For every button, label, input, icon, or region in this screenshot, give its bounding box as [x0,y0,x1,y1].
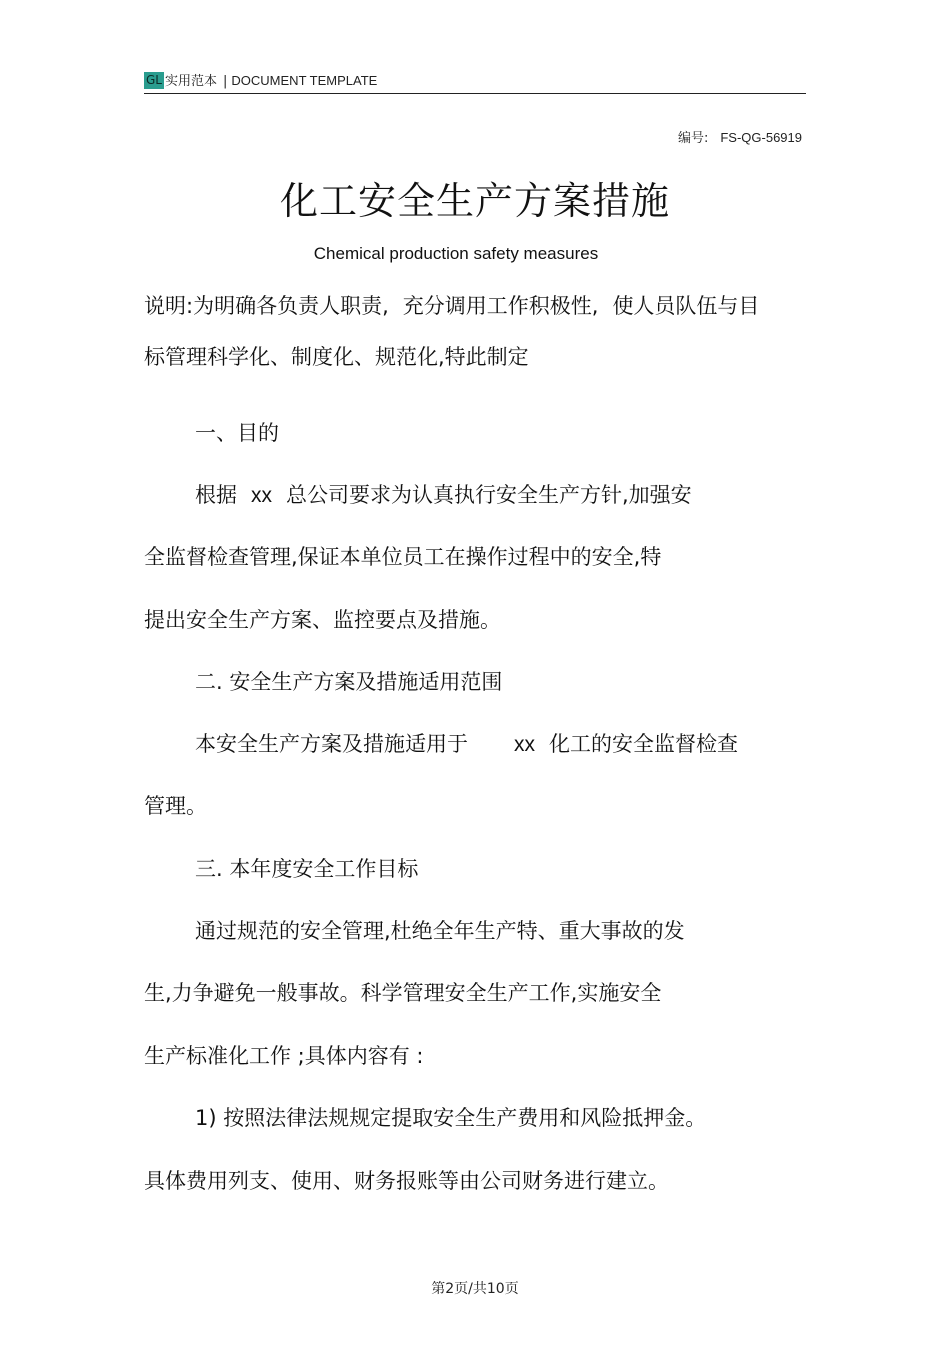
s1-text-a: 根据 [195,483,237,507]
section-1-para-line-2: 全监督检查管理,保证本单位员工在操作过程中的安全,特 [144,545,662,569]
intro-text-a: 说明:为明确各负责人职责, [144,294,389,318]
s1-text-b: xx [251,484,272,507]
section-1-heading: 一、目的 [195,421,279,445]
header-brand: 实用范本 [165,74,218,89]
page-header [144,68,806,94]
intro-text-b: 充分调用工作积极性, [402,294,599,318]
intro-text-c: 使人员队伍与目 [612,294,760,318]
item-1-line-1: 1) 按照法律法规规定提取安全生产费用和风险抵押金。 [195,1106,707,1130]
section-2-para-line-2: 管理。 [144,794,207,818]
intro-line-1 [144,290,759,320]
gl-logo: GL [146,73,162,87]
s2-text-b: xx [514,733,535,756]
header-separator: | [223,74,228,89]
document-number-label: 编号: [677,131,709,146]
s1-text-c: 总公司要求为认真执行安全生产方针,加强安 [286,483,692,507]
section-3-heading: 三. 本年度安全工作目标 [195,857,419,881]
header-text [165,72,377,90]
s2-text-c: 化工的安全监督检查 [549,732,738,756]
section-1-para-line-3: 提出安全生产方案、监控要点及措施。 [144,608,501,632]
page-footer: 第2页/共10页 [431,1281,519,1297]
document-title: 化工安全生产方案措施 [279,179,670,223]
document-number-value: FS-QG-56919 [720,130,802,145]
item-1-line-2: 具体费用列支、使用、财务报账等由公司财务进行建立。 [144,1169,669,1193]
header-template: DOCUMENT TEMPLATE [231,73,378,88]
document-number [678,127,802,146]
section-2-heading: 二. 安全生产方案及措施适用范围 [195,670,503,694]
section-1-para-line-1 [195,479,692,509]
section-3-para-line-2: 生,力争避免一般事故。科学管理安全生产工作,实施安全 [144,981,662,1005]
section-2-para-line-1 [195,728,738,758]
document-subtitle: Chemical production safety measures [313,244,599,263]
intro-line-2: 标管理科学化、制度化、规范化,特此制定 [144,345,529,369]
s2-text-a: 本安全生产方案及措施适用于 [195,732,468,756]
section-3-para-line-3: 生产标准化工作 ;具体内容有 : [144,1044,424,1068]
section-3-para-line-1: 通过规范的安全管理,杜绝全年生产特、重大事故的发 [195,919,685,943]
